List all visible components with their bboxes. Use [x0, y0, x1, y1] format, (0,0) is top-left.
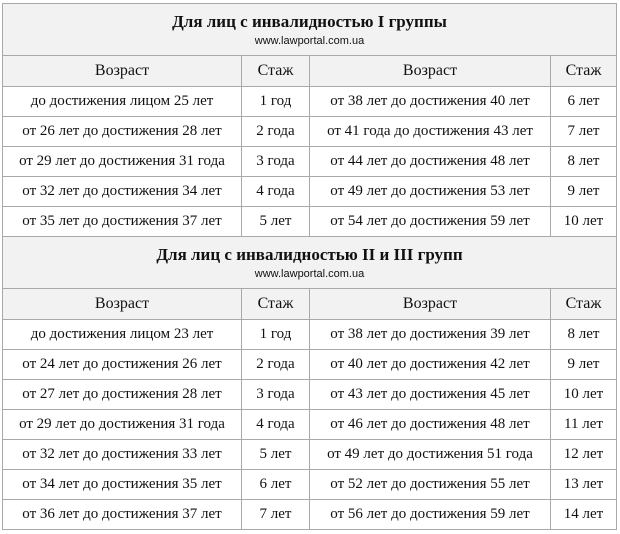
column-header-experience: Стаж [551, 56, 617, 87]
pension-table-wrapper [2, 3, 617, 530]
section1-title: Для лиц с инвалидностью I группы [172, 12, 447, 32]
experience-cell: 7 лет [242, 500, 310, 530]
table-row [3, 470, 617, 500]
experience-cell: 2 года [242, 117, 310, 147]
section2-title-cell [3, 237, 617, 289]
age-cell: от 41 года до достижения 43 лет [310, 117, 551, 147]
table-row [3, 320, 617, 350]
column-header-experience: Стаж [242, 289, 310, 320]
table-row [3, 500, 617, 530]
age-cell: от 36 лет до достижения 37 лет [3, 500, 242, 530]
experience-cell: 4 года [242, 410, 310, 440]
age-cell: от 32 лет до достижения 34 лет [3, 177, 242, 207]
age-cell: от 29 лет до достижения 31 года [3, 410, 242, 440]
experience-cell: 9 лет [551, 177, 617, 207]
age-cell: от 54 лет до достижения 59 лет [310, 207, 551, 237]
age-cell: от 38 лет до достижения 40 лет [310, 87, 551, 117]
table-row [3, 147, 617, 177]
age-cell: от 49 лет до достижения 51 года [310, 440, 551, 470]
section1-title-row [3, 4, 617, 56]
experience-cell: 6 лет [551, 87, 617, 117]
insurance-record-table [2, 3, 617, 530]
section2-title-row [3, 237, 617, 289]
age-cell: до достижения лицом 23 лет [3, 320, 242, 350]
table-row [3, 380, 617, 410]
table-row [3, 350, 617, 380]
age-cell: от 29 лет до достижения 31 года [3, 147, 242, 177]
section2-source: www.lawportal.com.ua [254, 268, 365, 281]
experience-cell: 3 года [242, 147, 310, 177]
age-cell: от 52 лет до достижения 55 лет [310, 470, 551, 500]
experience-cell: 6 лет [242, 470, 310, 500]
column-header-experience: Стаж [551, 289, 617, 320]
age-cell: от 44 лет до достижения 48 лет [310, 147, 551, 177]
section2-header-row [3, 289, 617, 320]
experience-cell: 10 лет [551, 207, 617, 237]
table-row [3, 87, 617, 117]
experience-cell: 5 лет [242, 440, 310, 470]
column-header-age: Возраст [310, 289, 551, 320]
experience-cell: 1 год [242, 87, 310, 117]
age-cell: от 32 лет до достижения 33 лет [3, 440, 242, 470]
age-cell: до достижения лицом 25 лет [3, 87, 242, 117]
age-cell: от 24 лет до достижения 26 лет [3, 350, 242, 380]
age-cell: от 35 лет до достижения 37 лет [3, 207, 242, 237]
experience-cell: 8 лет [551, 320, 617, 350]
age-cell: от 49 лет до достижения 53 лет [310, 177, 551, 207]
experience-cell: 14 лет [551, 500, 617, 530]
section1-source: www.lawportal.com.ua [254, 35, 365, 48]
age-cell: от 56 лет до достижения 59 лет [310, 500, 551, 530]
table-row [3, 207, 617, 237]
experience-cell: 1 год [242, 320, 310, 350]
table-row [3, 440, 617, 470]
age-cell: от 27 лет до достижения 28 лет [3, 380, 242, 410]
experience-cell: 11 лет [551, 410, 617, 440]
section1-header-row [3, 56, 617, 87]
column-header-age: Возраст [3, 56, 242, 87]
age-cell: от 26 лет до достижения 28 лет [3, 117, 242, 147]
table-row [3, 410, 617, 440]
column-header-experience: Стаж [242, 56, 310, 87]
age-cell: от 34 лет до достижения 35 лет [3, 470, 242, 500]
section1-title-cell [3, 4, 617, 56]
age-cell: от 43 лет до достижения 45 лет [310, 380, 551, 410]
experience-cell: 4 года [242, 177, 310, 207]
experience-cell: 13 лет [551, 470, 617, 500]
age-cell: от 46 лет до достижения 48 лет [310, 410, 551, 440]
column-header-age: Возраст [310, 56, 551, 87]
experience-cell: 7 лет [551, 117, 617, 147]
age-cell: от 40 лет до достижения 42 лет [310, 350, 551, 380]
experience-cell: 12 лет [551, 440, 617, 470]
table-row [3, 117, 617, 147]
age-cell: от 38 лет до достижения 39 лет [310, 320, 551, 350]
experience-cell: 8 лет [551, 147, 617, 177]
experience-cell: 10 лет [551, 380, 617, 410]
column-header-age: Возраст [3, 289, 242, 320]
experience-cell: 9 лет [551, 350, 617, 380]
experience-cell: 3 года [242, 380, 310, 410]
table-row [3, 177, 617, 207]
experience-cell: 5 лет [242, 207, 310, 237]
experience-cell: 2 года [242, 350, 310, 380]
section2-title: Для лиц с инвалидностью II и III групп [156, 245, 463, 265]
